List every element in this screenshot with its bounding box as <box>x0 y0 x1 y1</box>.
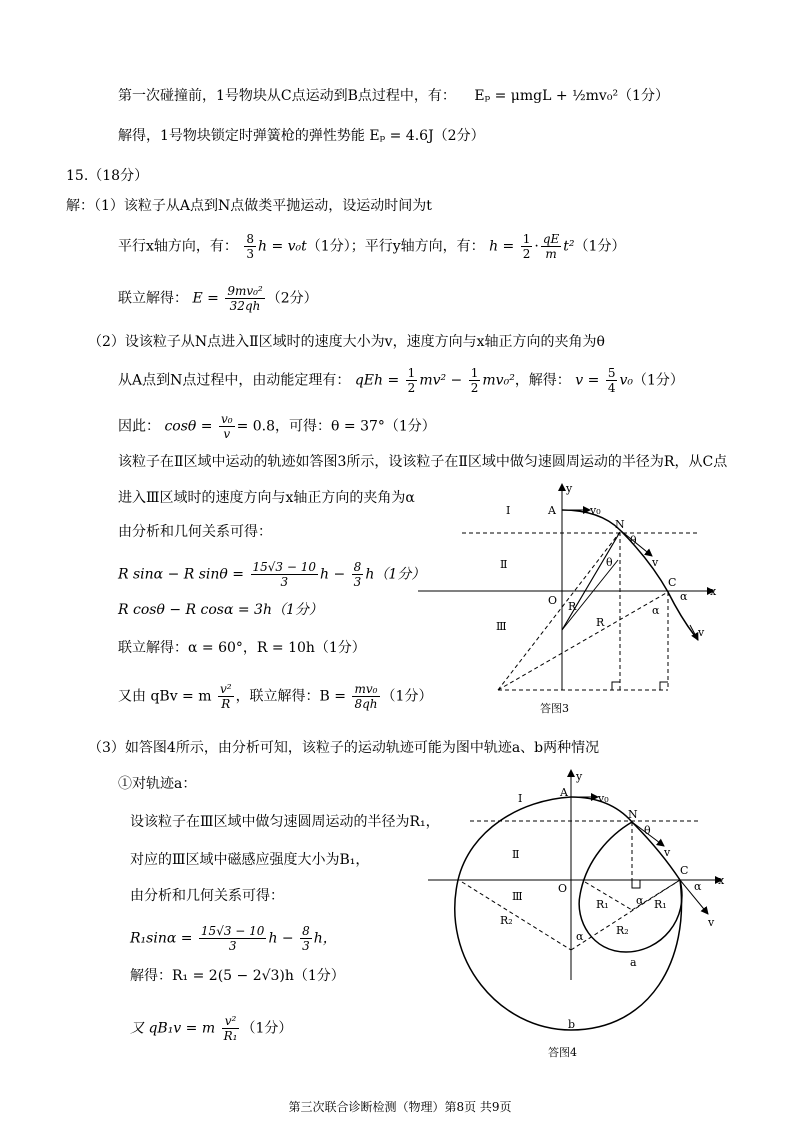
label-x: x <box>710 585 717 598</box>
label-y: y <box>566 482 573 495</box>
numerator: 8 <box>353 560 362 574</box>
numerator: 1 <box>407 366 416 380</box>
text-line: 进入Ⅲ区域时的速度方向与x轴正方向的夹角为α <box>118 490 415 506</box>
numerator: qE <box>542 232 560 246</box>
figure-caption: 答图3 <box>540 702 569 715</box>
numerator: v₀ <box>220 412 233 426</box>
equation: h = <box>489 238 515 255</box>
numerator: 15√3 − 10 <box>252 560 317 574</box>
region-II: Ⅱ <box>500 558 508 571</box>
numerator: v² <box>219 682 232 696</box>
line-text: ，解得： <box>514 372 571 389</box>
denominator: R <box>221 697 231 711</box>
equation: h = v₀t <box>258 238 307 255</box>
label-theta: θ <box>606 556 613 569</box>
numerator: 1 <box>522 232 531 246</box>
label-R2: R₂ <box>500 914 513 927</box>
text-line: （2）设该粒子从N点进入Ⅱ区域时的速度大小为v，速度方向与x轴正方向的夹角为θ <box>88 334 605 350</box>
equation: R sinα − R sinθ = <box>118 566 245 583</box>
region-III: Ⅲ <box>496 620 507 633</box>
line-text: 联立解得： <box>118 290 188 307</box>
text-line: 由分析和几何关系可得： <box>118 524 272 540</box>
label-alpha: α <box>680 590 688 603</box>
line-text: 平行x轴方向，有： <box>118 238 238 255</box>
line-text: （1分） <box>381 688 433 705</box>
line-text: 因此： <box>118 418 160 435</box>
page-footer: 第三次联合诊断检测（物理）第8页 共9页 <box>288 1100 512 1114</box>
label-N: N <box>615 518 625 531</box>
equation: h − <box>268 930 294 947</box>
equation: h， <box>313 930 337 947</box>
line-text: ，联立解得：B = <box>235 688 347 705</box>
region-III: Ⅲ <box>512 890 523 903</box>
denominator: 3 <box>246 247 254 261</box>
line-text: （2分） <box>266 290 318 307</box>
equation: t² <box>563 238 575 255</box>
equation: 又 qB₁v = m <box>130 1020 216 1037</box>
numerator: 8 <box>246 232 254 246</box>
label-R1: R₁ <box>596 898 609 911</box>
text-line: 由分析和几何关系可得： <box>130 888 284 904</box>
equation: mv² − <box>419 372 463 389</box>
figure-caption: 答图4 <box>548 1046 577 1059</box>
numerator: 9mv₀² <box>227 284 263 298</box>
label-v0: v₀ <box>590 504 601 517</box>
equation: E = <box>192 290 219 307</box>
line-text: （1分） <box>241 1020 293 1037</box>
equation: v₀ <box>619 372 633 389</box>
line-text: （1分） <box>632 372 684 389</box>
label-C: C <box>680 864 689 877</box>
line-text: （1分） <box>574 238 626 255</box>
label-v: v <box>664 846 671 859</box>
text-line: 解：（1）该粒子从A点到N点做类平抛运动，设运动时间为t <box>66 198 432 214</box>
label-R2: R₂ <box>616 924 629 937</box>
equation: mv₀² <box>482 372 515 389</box>
equation: 又由 qBv = m <box>118 688 212 705</box>
text-line: （3）如答图4所示，由分析可知，该粒子的运动轨迹可能为图中轨迹a、b两种情况 <box>88 740 600 756</box>
denominator: 4 <box>607 381 616 395</box>
text-line: 解得：R₁ = 2(5 − 2√3)h（1分） <box>130 968 345 984</box>
label-traj-b: b <box>568 1018 576 1031</box>
equation: v = <box>575 372 600 389</box>
label-theta: θ <box>644 824 651 837</box>
denominator: 2 <box>470 381 479 395</box>
denominator: 8qh <box>354 697 378 711</box>
region-I: Ⅰ <box>506 504 511 517</box>
region-I: Ⅰ <box>518 792 523 805</box>
line-text: ，可得：θ = 37°（1分） <box>275 418 436 435</box>
label-R: R <box>596 616 605 629</box>
equation: h − <box>320 566 346 583</box>
text-line: 对应的Ⅲ区域中磁感应强度大小为B₁， <box>130 852 370 868</box>
denominator: 3 <box>228 939 237 953</box>
label-theta: θ <box>630 534 637 547</box>
label-O: O <box>548 594 558 607</box>
label-v0: v₀ <box>598 792 609 805</box>
numerator: mv₀ <box>352 682 379 697</box>
text-line: R cosθ − R cosα = 3h（1分） <box>118 602 323 618</box>
label-alpha: α <box>576 930 584 943</box>
label-alpha: α <box>652 604 660 617</box>
denominator: 2 <box>407 381 416 395</box>
label-y: y <box>576 770 583 783</box>
label-R: R <box>568 600 577 613</box>
equation: qEh = <box>354 372 400 389</box>
equation: Eₚ = μmgL + ½mv₀²（1分） <box>474 88 669 104</box>
label-v: v <box>698 626 705 639</box>
text-line: 解得，1号物块锁定时弹簧枪的弹性势能 Eₚ = 4.6J（2分） <box>118 128 485 144</box>
right-angle-mark <box>632 880 640 888</box>
denominator: 32qh <box>229 299 261 313</box>
numerator: 15√3 − 10 <box>200 924 265 938</box>
line-text: 从A点到N点过程中，由动能定理有： <box>118 372 351 389</box>
label-traj-a: a <box>630 956 637 969</box>
label-v: v <box>708 916 715 929</box>
equation: h（1分） <box>365 566 426 583</box>
label-alpha: α <box>636 894 644 907</box>
line-text: （1分）；平行y轴方向，有： <box>306 238 485 255</box>
text-line: 该粒子在Ⅱ区域中运动的轨迹如答图3所示，设该粒子在Ⅱ区域中做匀速圆周运动的半径为R，从C点 <box>118 454 728 470</box>
numerator: 1 <box>470 366 479 380</box>
label-N: N <box>628 808 638 821</box>
equation: R₁sinα = <box>130 930 193 947</box>
label-x: x <box>718 874 725 887</box>
denominator: 2 <box>522 247 531 261</box>
denominator: 3 <box>280 575 289 589</box>
text-line: ①对轨迹a： <box>118 776 197 792</box>
denominator: 3 <box>353 575 362 589</box>
denominator: v <box>223 427 231 441</box>
line-text: 第一次碰撞前，1号物块从C点运动到B点过程中，有： <box>118 88 456 104</box>
equation: · <box>534 238 539 255</box>
region-II: Ⅱ <box>512 848 520 861</box>
numerator: v² <box>222 1014 240 1029</box>
label-alpha: α <box>694 880 702 893</box>
label-O: O <box>558 882 568 895</box>
label-R1: R₁ <box>654 898 667 911</box>
denominator: m <box>545 247 557 261</box>
numerator: 5 <box>607 366 616 380</box>
equation: = 0.8 <box>236 418 276 435</box>
label-v: v <box>652 556 659 569</box>
equation: cosθ = <box>164 418 213 435</box>
text-line: 设该粒子在Ⅲ区域中做匀速圆周运动的半径为R₁， <box>130 814 440 830</box>
denominator: R₁ <box>223 1029 238 1043</box>
label-A: A <box>560 786 568 799</box>
text-line: 联立解得：α = 60°，R = 10h（1分） <box>118 640 366 656</box>
numerator: 8 <box>302 924 310 938</box>
label-C: C <box>668 576 677 589</box>
question-heading: 15.（18分） <box>66 168 149 184</box>
denominator: 3 <box>302 939 310 953</box>
label-A: A <box>548 504 556 517</box>
